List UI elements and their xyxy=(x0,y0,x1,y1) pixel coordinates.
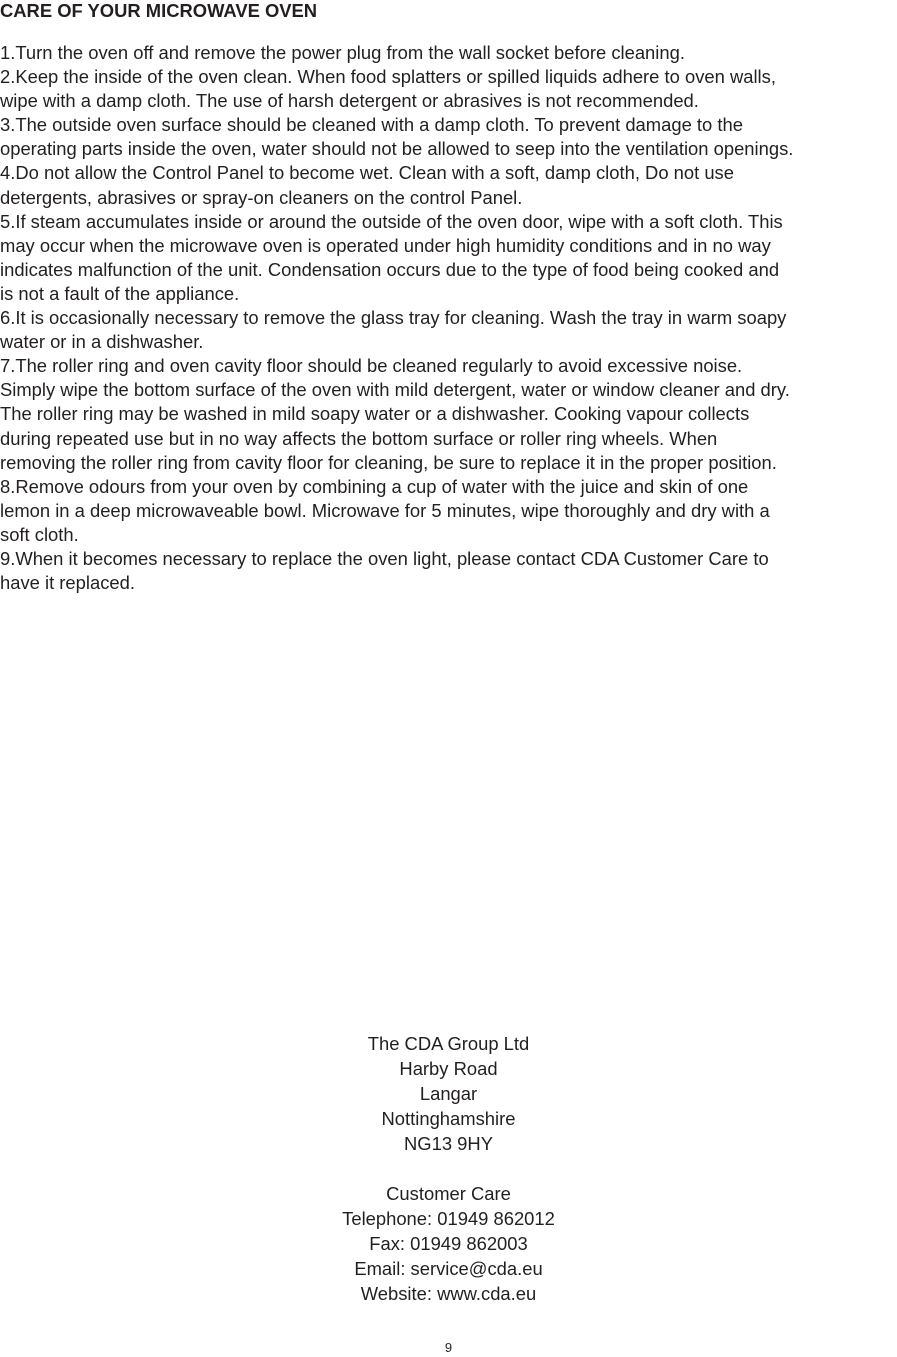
instruction-line: 6.It is occasionally necessary to remove the glass tray for cleaning. Wash the tray in warm soapy xyxy=(0,307,787,329)
instruction-line: 4.Do not allow the Control Panel to become wet. Clean with a soft, damp cloth, Do not use xyxy=(0,162,734,184)
page-title: CARE OF YOUR MICROWAVE OVEN xyxy=(0,0,318,21)
company-contact-block xyxy=(0,1031,897,1306)
instruction-line: may occur when the microwave oven is operated under high humidity conditions and in no way xyxy=(0,234,771,256)
instruction-item xyxy=(0,161,897,209)
address-postcode: NG13 9HY xyxy=(404,1133,493,1154)
instruction-item xyxy=(0,354,897,474)
instruction-line: water or in a dishwasher. xyxy=(0,331,204,353)
instruction-item xyxy=(0,210,897,306)
address-line-2: Langar xyxy=(419,1083,478,1104)
instruction-line: 8.Remove odours from your oven by combining a cup of water with the juice and skin of one xyxy=(0,475,749,497)
instruction-item xyxy=(0,547,897,595)
page-number: 9 xyxy=(444,1340,453,1355)
instruction-line: operating parts inside the oven, water should not be allowed to seep into the ventilation openings. xyxy=(0,138,794,160)
instruction-item xyxy=(0,41,897,65)
company-name: The CDA Group Ltd xyxy=(367,1033,530,1054)
customer-care-heading: Customer Care xyxy=(386,1183,511,1204)
telephone-number: Telephone: 01949 862012 xyxy=(342,1208,555,1229)
website-address: Website: www.cda.eu xyxy=(360,1283,537,1304)
instruction-line: 2.Keep the inside of the oven clean. When food splatters or spilled liquids adhere to oven walls, xyxy=(0,66,776,88)
email-address: Email: service@cda.eu xyxy=(354,1258,543,1279)
instruction-line: removing the roller ring from cavity floor for cleaning, be sure to replace it in the proper position. xyxy=(0,451,777,473)
instruction-line: 9.When it becomes necessary to replace the oven light, please contact CDA Customer Care to xyxy=(0,547,769,569)
instruction-item xyxy=(0,306,897,354)
instruction-line: during repeated use but in no way affects the bottom surface or roller ring wheels. When xyxy=(0,427,718,449)
contact-spacer xyxy=(0,1156,897,1181)
instruction-item xyxy=(0,113,897,161)
instruction-item xyxy=(0,65,897,113)
instruction-line: 1.Turn the oven off and remove the power plug from the wall socket before cleaning. xyxy=(0,42,685,63)
instruction-line: The roller ring may be washed in mild soapy water or a dishwasher. Cooking vapour collects xyxy=(0,403,750,425)
instruction-line: 7.The roller ring and oven cavity floor should be cleaned regularly to avoid excessive noise. xyxy=(0,355,743,377)
instruction-line: is not a fault of the appliance. xyxy=(0,282,240,304)
care-instructions-list xyxy=(0,41,897,595)
instruction-line: soft cloth. xyxy=(0,523,79,545)
instruction-line: 5.If steam accumulates inside or around the outside of the oven door, wipe with a soft cloth. This xyxy=(0,210,783,232)
instruction-item xyxy=(0,475,897,547)
instruction-line: lemon in a deep microwaveable bowl. Microwave for 5 minutes, wipe thoroughly and dry with a xyxy=(0,499,770,521)
instruction-line: 3.The outside oven surface should be cleaned with a damp cloth. To prevent damage to the xyxy=(0,114,743,136)
instruction-line: indicates malfunction of the unit. Condensation occurs due to the type of food being cooked and xyxy=(0,258,780,280)
instruction-line: wipe with a damp cloth. The use of harsh detergent or abrasives is not recommended. xyxy=(0,90,699,112)
address-county: Nottinghamshire xyxy=(381,1108,516,1129)
address-line-1: Harby Road xyxy=(399,1058,498,1079)
instruction-line: Simply wipe the bottom surface of the oven with mild detergent, water or window cleaner and dry. xyxy=(0,379,790,401)
instruction-line: detergents, abrasives or spray-on cleaners on the control Panel. xyxy=(0,186,523,208)
instruction-line: have it replaced. xyxy=(0,572,135,594)
fax-number: Fax: 01949 862003 xyxy=(369,1233,528,1254)
